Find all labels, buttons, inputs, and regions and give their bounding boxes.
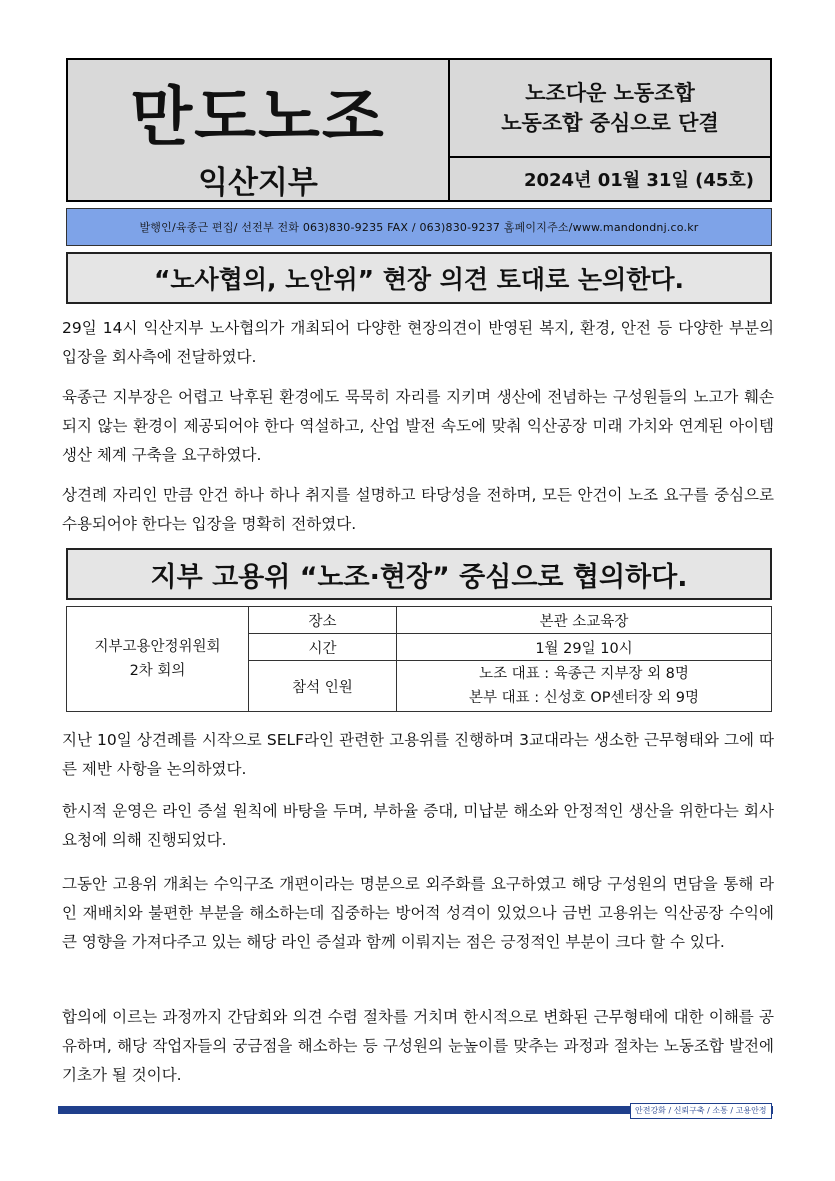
attendees-union: 노조 대표 : 육종근 지부장 외 8명 <box>479 666 689 682</box>
attendees-hq: 본부 대표 : 신성호 OP센터장 외 9명 <box>468 690 699 706</box>
article2-headline: 지부 고용위 “노조·현장” 중심으로 협의하다. <box>66 548 772 600</box>
article1-paragraph-3: 상견례 자리인 만큼 안건 하나 하나 취지를 설명하고 타당성을 전하며, 모든 안건이 노조 요구를 중심으로 수용되어야 한다는 입장을 명확히 전하였다. <box>62 486 774 533</box>
masthead-title-block <box>68 60 450 200</box>
slogan <box>450 60 770 158</box>
meeting-info-table <box>66 606 772 712</box>
table-row <box>67 607 772 634</box>
place-label: 장소 <box>249 607 397 634</box>
place-value: 본관 소교육장 <box>397 607 772 634</box>
newsletter-title: 만도노조 <box>130 81 386 155</box>
meeting-name-cell <box>67 607 249 712</box>
attendees-value <box>397 661 772 712</box>
masthead-info-block <box>450 60 770 200</box>
article2-paragraph-1: 지난 10일 상견례를 시작으로 SELF라인 관련한 고용위를 진행하며 3교대라는 생소한 근무형태와 그에 따른 제반 사항을 논의하였다. <box>62 731 774 778</box>
article2-paragraph-3: 그동안 고용위 개최는 수익구조 개편이라는 명분으로 외주화를 요구하였고 해당 구성원의 면담을 통해 라인 재배치와 불편한 부분을 해소하는데 집중하는 방어적 성격이 있었으나 금번 고용위는 익산공장 수익에 큰 영향을 가져다주고 있는 해당 라인 증설과 함께 이뤄지는 점은 긍정적인 부분이 크다 할 수 있다. <box>62 875 774 951</box>
article1-headline: “노사협의, 노안위” 현장 의견 토대로 논의한다. <box>66 252 772 304</box>
article2-paragraph-4: 합의에 이르는 과정까지 간담회와 의견 수렴 절차를 거치며 한시적으로 변화된 근무형태에 대한 이해를 공유하며, 해당 작업자들의 궁금점을 해소하는 등 구성원의 눈높이를 맞추는 과정과 절차는 노동조합 발전에 기초가 될 것이다. <box>62 1008 774 1084</box>
publisher-info-bar: 발행인/육종근 편집/ 선전부 전화 063)830-9235 FAX / 063)830-9237 홈페이지주소/www.mandondnj.co.kr <box>66 208 772 246</box>
article2-paragraph-2: 한시적 운영은 라인 증설 원칙에 바탕을 두며, 부하율 증대, 미납분 해소와 안정적인 생산을 위한다는 회사 요청에 의해 진행되었다. <box>62 802 774 849</box>
slogan-line-2: 노동조합 중심으로 단결 <box>501 111 719 135</box>
slogan-line-1: 노조다운 노동조합 <box>525 81 695 105</box>
article1-paragraph-2: 육종근 지부장은 어렵고 낙후된 환경에도 묵묵히 자리를 지키며 생산에 전념하는 구성원들의 노고가 훼손되지 않는 환경이 제공되어야 한다 역설하고, 산업 발전 속도에 맞춰 익산공장 미래 가치와 연계된 아이템 생산 체계 구축을 요구하였다. <box>62 388 774 464</box>
time-value: 1월 29일 10시 <box>397 634 772 661</box>
time-label: 시간 <box>249 634 397 661</box>
footer-logo: 안전강화 / 신뢰구축 / 소통 / 고용안정 <box>630 1103 772 1119</box>
meeting-name-line-2: 2차 회의 <box>129 663 186 679</box>
article1-paragraph-1: 29일 14시 익산지부 노사협의가 개최되어 다양한 현장의견이 반영된 복지, 환경, 안전 등 다양한 부분의 입장을 회사측에 전달하였다. <box>62 319 774 366</box>
issue-date: 2024년 01월 31일 (45호) <box>523 170 754 191</box>
branch-name: 익산지부 <box>198 165 318 201</box>
attendees-label: 참석 인원 <box>249 661 397 712</box>
masthead <box>66 58 772 202</box>
meeting-name-line-1: 지부고용안정위원회 <box>94 639 221 655</box>
